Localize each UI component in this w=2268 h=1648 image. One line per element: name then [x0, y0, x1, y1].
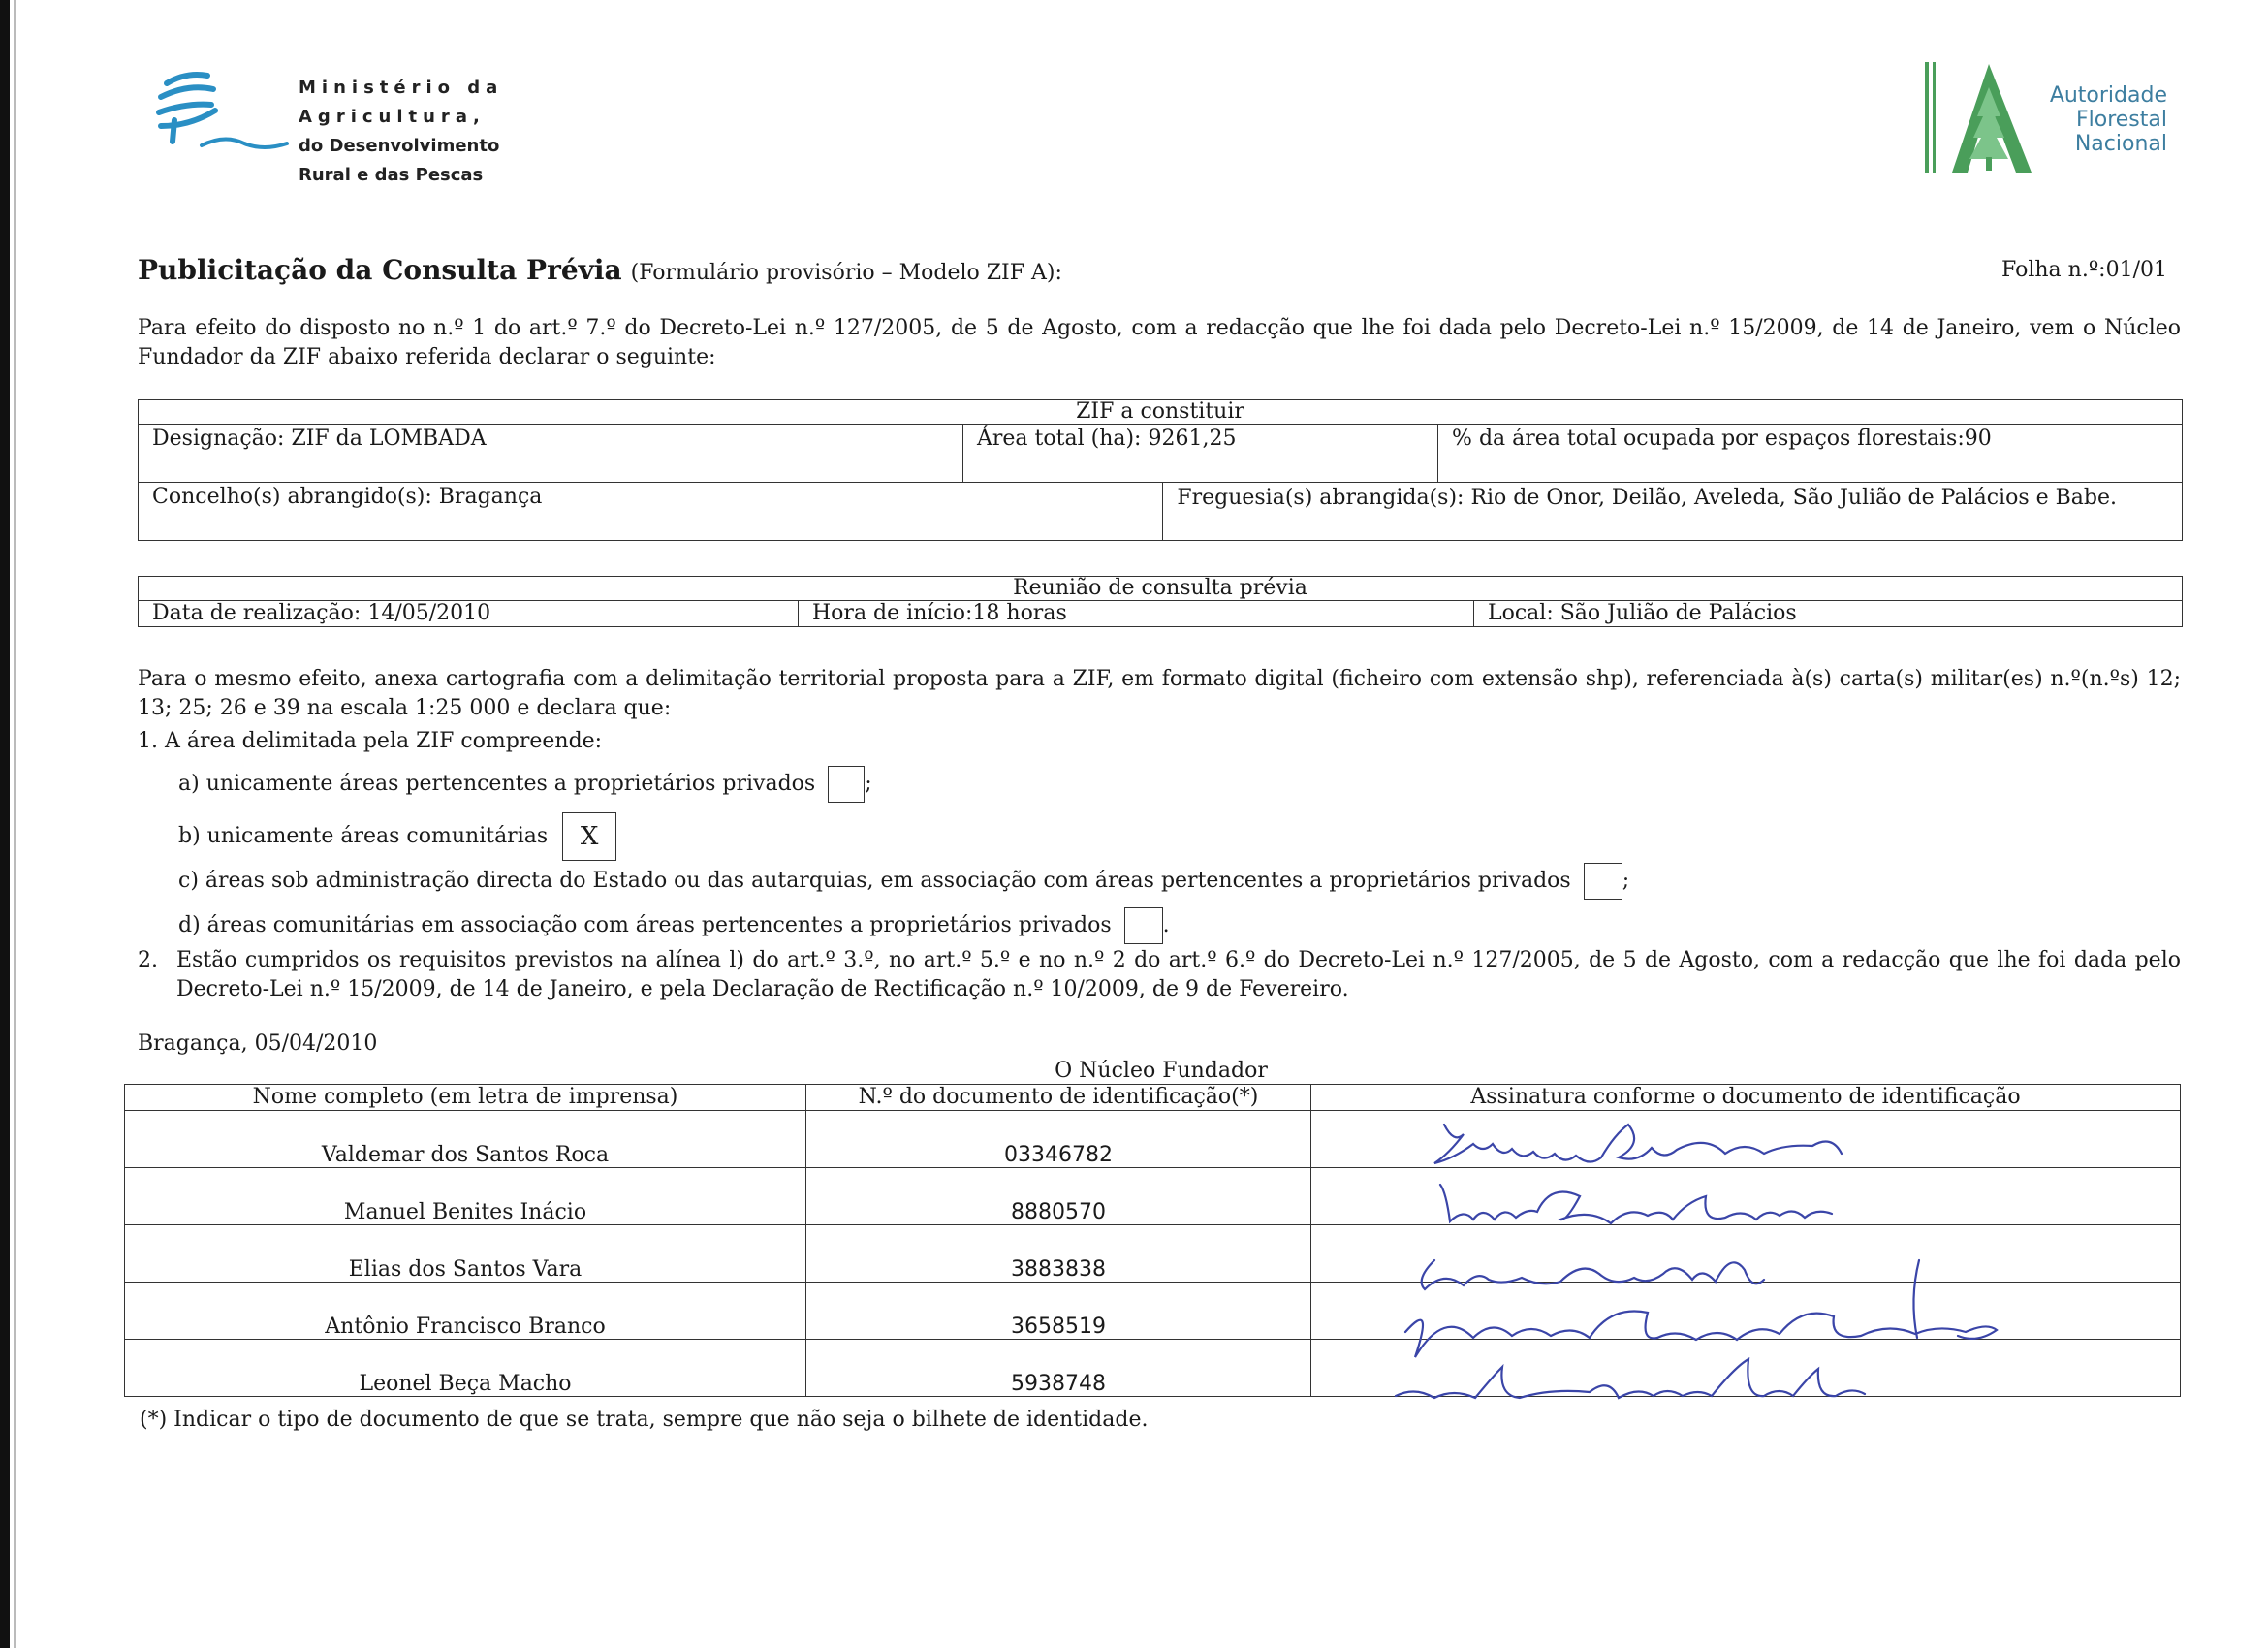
option-c-checkbox[interactable]: [1584, 863, 1622, 900]
option-a-end: ;: [865, 772, 872, 796]
zif-header: ZIF a constituir: [139, 400, 2183, 425]
reuniao-table: [138, 576, 2183, 627]
ministry-line-4: Rural e das Pescas: [299, 165, 484, 185]
option-d: [178, 907, 1170, 944]
signature-3b: [1913, 1260, 1919, 1338]
zif-designacao: Designação: ZIF da LOMBADA: [139, 425, 963, 483]
authority-line-2: Florestal: [2075, 108, 2167, 132]
ministry-line-3: do Desenvolvimento: [299, 136, 500, 156]
member-name: Leonel Beça Macho: [125, 1340, 806, 1397]
intro-paragraph: Para efeito do disposto no n.º 1 do art.º 7.º do Decreto-Lei n.º 127/2005, de 5 de Agosto, com a redacção que lhe foi dada pelo Decreto-Lei n.º 15/2009, de 14 de Janeiro, vem o Núcleo Fundador da ZIF abaixo referida declarar o seguinte:: [138, 316, 2181, 369]
cartografia-paragraph: Para o mesmo efeito, anexa cartografia com a delimitação territorial proposta para a ZIF, em formato digital (ficheiro com extensão shp), referenciada à(s) carta(s) militar(es) n.º(n.ºs) 12; 13; 25; 26 e 39 na escala 1:25 000 e declara que:: [138, 667, 2181, 720]
zif-florestal: % da área total ocupada por espaços florestais:90: [1438, 425, 2183, 483]
option-b-checkbox[interactable]: X: [562, 812, 616, 861]
signatures-icon: [1357, 1115, 2094, 1425]
option-a-label: a) unicamente áreas pertencentes a proprietários privados: [178, 772, 816, 796]
item-2-text: Estão cumpridos os requisitos previstos na alínea l) do art.º 3.º, no art.º 5.º e no n.º 2 do art.º 6.º do Decreto-Lei n.º 127/2005, de 5 de Agosto, com a redacção que lhe foi dada pelo Decreto-Lei n.º 15/2009, de 14 de Janeiro, e pela Declaração de Rectificação n.º 10/2009, de 9 de Fevereiro.: [176, 948, 2181, 1001]
member-doc: 5938748: [806, 1340, 1311, 1397]
place-date: Bragança, 05/04/2010: [138, 1031, 378, 1056]
signature-3: [1422, 1260, 1764, 1289]
option-a: [178, 766, 872, 803]
member-doc: 3883838: [806, 1225, 1311, 1283]
member-doc: 03346782: [806, 1111, 1311, 1168]
scan-edge: [0, 0, 10, 1648]
zif-area: Área total (ha): 9261,25: [963, 425, 1438, 483]
col-header-signature: Assinatura conforme o documento de identificação: [1311, 1085, 2181, 1111]
option-c: [178, 863, 1629, 900]
signature-1: [1434, 1125, 1842, 1163]
authority-logo-icon: [1923, 58, 2043, 176]
item-2-number: 2.: [138, 948, 158, 972]
col-header-doc: N.º do documento de identificação(*): [806, 1085, 1311, 1111]
authority-name: [2043, 83, 2167, 156]
reuniao-hora: Hora de início:18 horas: [799, 601, 1474, 627]
item-1: 1. A área delimitada pela ZIF compreende:: [138, 729, 603, 753]
signature-4: [1405, 1311, 1997, 1357]
document-title: [138, 254, 1062, 286]
option-d-end: .: [1162, 913, 1170, 937]
member-name: Valdemar dos Santos Roca: [125, 1111, 806, 1168]
signature-5: [1396, 1359, 1865, 1398]
ministry-line-1: Ministério da: [299, 78, 504, 98]
member-doc: 3658519: [806, 1283, 1311, 1340]
reuniao-local: Local: São Julião de Palácios: [1474, 601, 2183, 627]
title-subtitle: (Formulário provisório – Modelo ZIF A):: [630, 261, 1062, 285]
col-header-name: Nome completo (em letra de imprensa): [125, 1085, 806, 1111]
member-name: Antônio Francisco Branco: [125, 1283, 806, 1340]
option-d-checkbox[interactable]: [1124, 907, 1163, 944]
authority-line-1: Autoridade: [2049, 83, 2167, 108]
ministry-logo-icon: [147, 62, 293, 188]
footnote: (*) Indicar o tipo de documento de que se trata, sempre que não seja o bilhete de identidade.: [140, 1408, 1149, 1432]
zif-table: [138, 399, 2183, 541]
zif-freguesia: Freguesia(s) abrangida(s): Rio de Onor, Deilão, Aveleda, São Julião de Palácios e Babe.: [1163, 483, 2183, 541]
reuniao-data: Data de realização: 14/05/2010: [139, 601, 799, 627]
option-b: [178, 812, 616, 861]
member-name: Manuel Benites Inácio: [125, 1168, 806, 1225]
title-bold: Publicitação da Consulta Prévia: [138, 254, 622, 286]
member-name: Elias dos Santos Vara: [125, 1225, 806, 1283]
option-d-label: d) áreas comunitárias em associação com áreas pertencentes a proprietários privados: [178, 913, 1112, 937]
option-c-end: ;: [1622, 869, 1630, 893]
ministry-line-2: Agricultura,: [299, 107, 486, 127]
zif-concelho: Concelho(s) abrangido(s): Bragança: [139, 483, 1163, 541]
page-number: Folha n.º:01/01: [2001, 258, 2167, 282]
option-a-checkbox[interactable]: [828, 766, 865, 803]
signature-2: [1440, 1185, 1832, 1223]
option-b-label: b) unicamente áreas comunitárias: [178, 824, 549, 848]
authority-line-3: Nacional: [2074, 132, 2167, 156]
member-doc: 8880570: [806, 1168, 1311, 1225]
nucleo-title: O Núcleo Fundador: [1055, 1059, 1268, 1083]
ministry-name: [299, 74, 503, 190]
scan-edge-shadow: [14, 0, 16, 1648]
option-c-label: c) áreas sob administração directa do Estado ou das autarquias, em associação com áreas pertencentes a proprietários privados: [178, 869, 1571, 893]
reuniao-header: Reunião de consulta prévia: [139, 577, 2183, 601]
